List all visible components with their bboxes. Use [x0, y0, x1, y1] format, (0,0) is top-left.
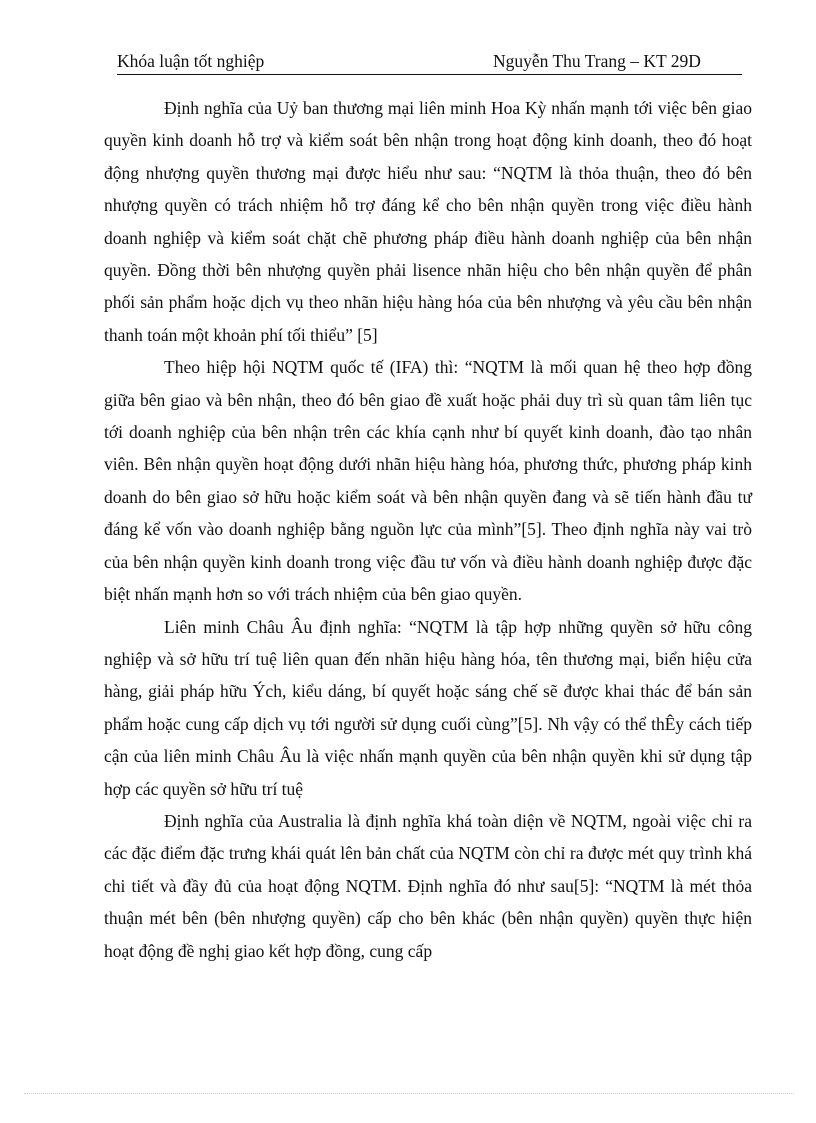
paragraph-eu-definition: Liên minh Châu Âu định nghĩa: “NQTM là tập hợp những quyền sở hữu công nghiệp và sở hữu trí tuệ liên quan đến nhãn hiệu hàng hóa, tên thương mại, biển hiệu cửa hàng, giải pháp hữu Ých, kiểu dáng, bí quyết hoặc sáng chế sẽ được khai thác để bán sản phẩm hoặc cung cấp dịch vụ tới người sử dụng cuối cùng”[5]. Nh vậy có thể thÊy cách tiếp cận của liên minh Châu Âu là việc nhấn mạnh quyền của bên nhận quyền khi sử dụng tập hợp các quyền sở hữu trí tuệ [104, 616, 752, 799]
paragraph-ifa-definition: Theo hiệp hội NQTM quốc tế (IFA) thì: “NQTM là mối quan hệ theo hợp đồng giữa bên giao và bên nhận, theo đó bên giao đề xuất hoặc phải duy trì sù quan tâm liên tục tới doanh nghiệp của bên nhận trên các khía cạnh như bí quyết kinh doanh, đào tạo nhân viên. Bên nhận quyền hoạt động dưới nhãn hiệu hàng hóa, phương thức, phương pháp kinh doanh do bên giao sở hữu hoặc kiểm soát và bên nhận quyền đang và sẽ tiến hành đầu tư đáng kể vốn vào doanh nghiệp bằng nguồn lực của mình”[5]. Theo định nghĩa này vai trò của bên nhận quyền kinh doanh trong việc đầu tư vốn và điều hành doanh nghiệp được đặc biệt nhấn mạnh hơn so với trách nhiệm của bên giao quyền. [104, 357, 752, 605]
page-header [117, 50, 742, 75]
paragraph-us-ftc-definition: Định nghĩa của Uỷ ban thương mại liên minh Hoa Kỳ nhấn mạnh tới việc bên giao quyền kinh doanh hỗ trợ và kiểm soát bên nhận trong hoạt động kinh doanh, theo đó hoạt động nhượng quyền thương mại được hiểu như sau: “NQTM là thỏa thuận, theo đó bên nhượng quyền có trách nhiệm hỗ trợ đáng kể cho bên nhận quyền trong việc điều hành doanh nghiệp và kiểm soát chặt chẽ phương pháp điều hành doanh nghiệp của bên nhận quyền. Đồng thời bên nhượng quyền phải lisence nhãn hiệu cho bên nhận quyền để phân phối sản phẩm hoặc dịch vụ theo nhãn hiệu hàng hóa của bên nhượng và yêu cầu bên nhận thanh toán một khoản phí tối thiểu” [5] [104, 98, 752, 345]
document-body [104, 92, 752, 967]
header-thesis-label: Khóa luận tốt nghiệp [117, 51, 265, 71]
page-bottom-divider [24, 1093, 794, 1094]
paragraph-australia-definition: Định nghĩa của Australia là định nghĩa khá toàn diện về NQTM, ngoài việc chỉ ra các đặc điểm đặc trưng khái quát lên bản chất của NQTM còn chỉ ra được mét quy trình khá chi tiết và đầy đủ của hoạt động NQTM. Định nghĩa đó như sau[5]: “NQTM là mét thỏa thuận mét bên (bên nhượng quyền) cấp cho bên khác (bên nhận quyền) quyền thực hiện hoạt động đề nghị giao kết hợp đồng, cung cấp [104, 810, 752, 961]
header-author: Nguyễn Thu Trang – KT 29D [493, 51, 701, 71]
